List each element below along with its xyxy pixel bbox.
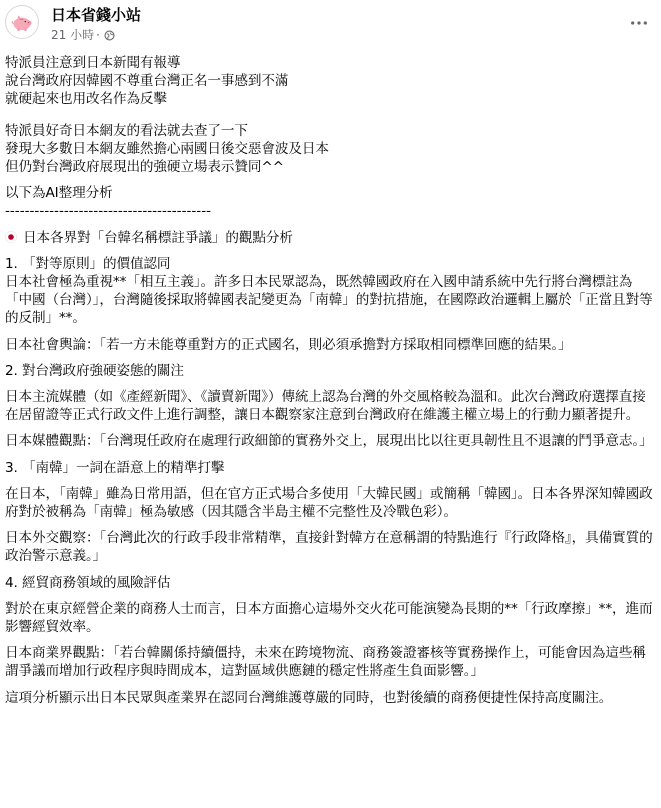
meta-separator: · xyxy=(96,28,100,42)
intro2-line-2: 發現大多數日本網友雖然擔心兩國日後交惡會波及日本 xyxy=(5,140,329,157)
post-meta xyxy=(51,27,115,43)
intro2-line-3: 但仍對台灣政府展現出的強硬立場表示贊同^^ xyxy=(5,159,284,176)
post-content xyxy=(5,54,655,707)
section-4-title: 4. 經貿商務領域的風險評估 xyxy=(5,574,171,591)
section-4-quote: 日本商業界觀點：「若台韓關係持續僵持，未來在跨境物流、商務簽證審核等實務操作上，可能會因為這些稱謂爭議而增加行政程序與時間成本，這對區域供應鏈的穩定性將產生負面影響。」 xyxy=(5,645,646,680)
intro-line-2: 說台灣政府因韓國不尊重台灣正名一事感到不滿 xyxy=(5,73,289,90)
intro-line-3: 就硬起來也用改名作為反擊 xyxy=(5,91,167,108)
intro2-line-1: 特派員好奇日本網友的看法就去查了一下 xyxy=(5,122,248,139)
avatar[interactable] xyxy=(5,5,39,39)
section-2-title: 2. 對台灣政府強硬姿態的關注 xyxy=(5,362,184,379)
section-3-title: 3. 「南韓」一詞在語意上的精準打擊 xyxy=(5,459,225,476)
more-dots-icon xyxy=(630,20,648,26)
section-2-quote: 日本媒體觀點：「台灣現任政府在處理行政細節的實務外交上，展現出比以往更具韌性且不退讓的鬥爭意志。」 xyxy=(5,433,653,450)
globe-icon xyxy=(104,30,115,41)
analysis-title xyxy=(5,229,655,247)
section-1-quote: 日本社會輿論：「若一方未能尊重對方的正式國名，則必須承擔對方採取相同標準回應的結果。」 xyxy=(5,336,572,353)
japan-flag-icon xyxy=(5,231,17,243)
page-name[interactable]: 日本省錢小站 xyxy=(51,6,142,24)
section-1-title: 1. 「對等原則」的價值認同 xyxy=(5,255,171,272)
ai-note: 以下為AI整理分析 xyxy=(5,185,113,202)
more-options-button[interactable] xyxy=(624,8,654,38)
section-3-quote: 日本外交觀察：「台灣此次的行政手段非常精準，直接針對韓方在意稱謂的特點進行『行政降格』，具備實質的政治警示意義。」 xyxy=(5,530,653,565)
section-2-body: 日本主流媒體（如《產經新聞》、《讀賣新聞》）傳統上認為台灣的外交風格較為溫和。此次台灣政府選擇直接在居留證等正式行政文件上進行調整，讓日本觀察家注意到台灣政府在維護主權立場上的行動力顯著提升。 xyxy=(5,389,646,424)
conclusion: 這項分析顯示出日本民眾與產業界在認同台灣維護尊嚴的同時，也對後續的商務便捷性保持高度關注。 xyxy=(5,689,613,706)
text-divider: ------------------------------------------ xyxy=(5,203,212,220)
piggy-bank-icon xyxy=(6,6,38,38)
analysis-title-text: 日本各界對「台韓名稱標註爭議」的觀點分析 xyxy=(23,229,293,246)
intro-line-1: 特派員注意到日本新聞有報導 xyxy=(5,55,181,71)
section-3-body: 在日本，「南韓」雖為日常用語，但在官方正式場合多使用「大韓民國」或簡稱「韓國」。日本各界深知韓國政府對於被稱為「南韓」極為敏感（因其隱含半島主權不完整性及冷戰色彩）。 xyxy=(5,485,653,521)
section-1-body: 日本社會極為重視**「相互主義」。許多日本民眾認為，既然韓國政府在入國申請系統中先行將台灣標註為「中國（台灣）」，台灣隨後採取將韓國表記變更為「南韓」的對抗措施，在國際政治邏輯上屬於「正當且對等的反制」**。 xyxy=(5,274,653,327)
post-header xyxy=(0,0,661,52)
post-time[interactable]: 21 小時 xyxy=(51,28,95,42)
section-4-body: 對於在東京經營企業的商務人士而言，日本方面擔心這場外交火花可能演變為長期的**「行政摩擦」**，進而影響經貿效率。 xyxy=(5,600,653,636)
